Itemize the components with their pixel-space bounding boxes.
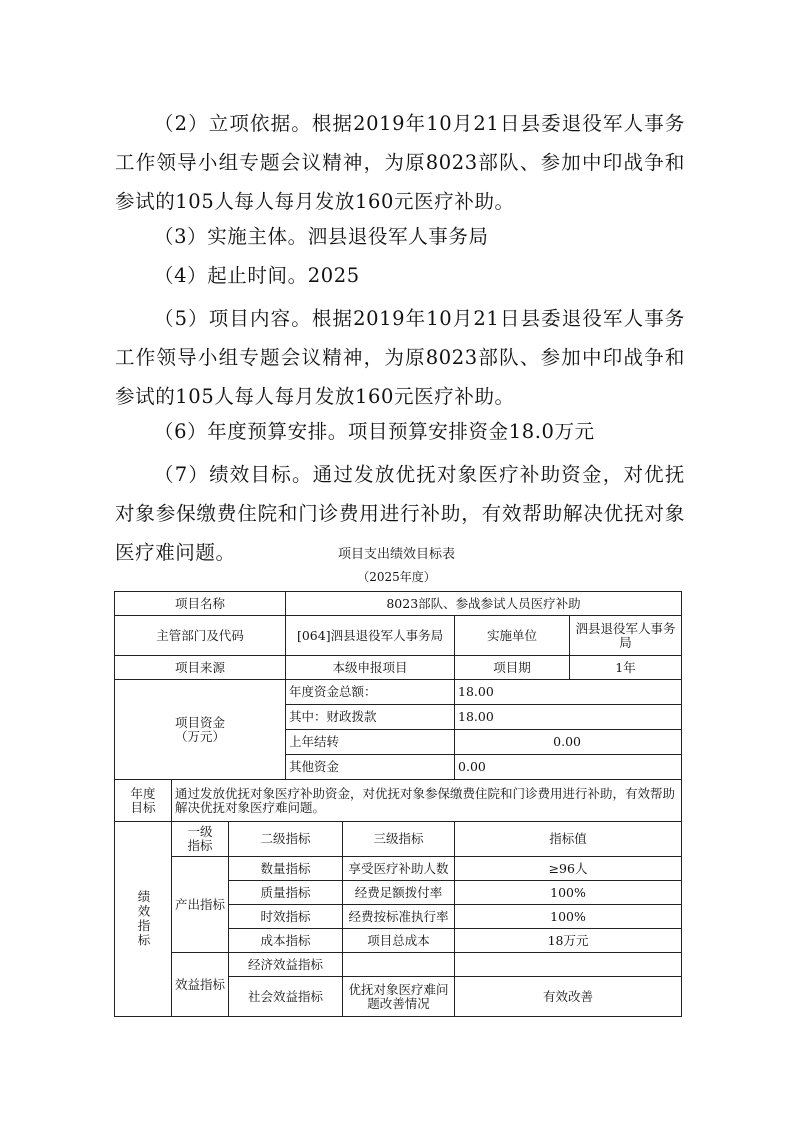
paragraph-budget: （6）年度预算安排。项目预算安排资金18.0万元 [154,420,595,443]
table-row: 时效指标 [229,905,343,929]
dept-label: 主管部门及代码 [115,616,286,656]
table-row: 经费足额拨付率 [343,881,455,905]
table-row: 享受医疗补助人数 [343,857,455,881]
annual-goal-text: 通过发放优抚对象医疗补助资金，对优抚对象参保缴费住院和门诊费用进行补助，有效帮助解决优抚对象医疗难问题。 [172,780,682,822]
paragraph-goal: （7）绩效目标。通过发放优抚对象医疗补助资金，对优抚对象参保缴费住院和门诊费用进行补助，有效帮助解决优抚对象医疗难问题。 [115,463,685,564]
level3-header: 三级指标 [343,822,455,857]
table-row: 质量指标 [229,881,343,905]
level2-header: 二级指标 [229,822,343,857]
period-label: 项目期 [455,656,570,680]
fund-other-label: 其他资金 [286,755,455,780]
table-row: 100% [455,881,682,905]
impl-label: 实施单位 [455,616,570,656]
annual-goal-label: 年度 目标 [115,780,172,822]
table-row: 社会效益指标 [229,977,343,1017]
table-row: 成本指标 [229,929,343,953]
paragraph-implementer: （3）实施主体。泗县退役军人事务局 [154,225,489,248]
table-row: 优抚对象医疗难问题改善情况 [343,977,455,1017]
project-name-value: 8023部队、参战参试人员医疗补助 [286,592,682,616]
fund-fiscal-label: 其中：财政拨款 [286,705,455,730]
table-title: 项目支出绩效目标表 [337,547,455,562]
table-row [455,953,682,977]
table-row: 100% [455,905,682,929]
fund-carryover-label: 上年结转 [286,730,455,755]
value-header: 指标值 [455,822,682,857]
dept-value: [064]泗县退役军人事务局 [286,616,455,656]
paragraph-period: （4）起止时间。2025 [154,264,360,287]
fund-total-label: 年度资金总额： [286,680,455,705]
benefit-indicator-label: 效益指标 [172,953,229,1017]
paragraph-basis: （2）立项依据。根据2019年10月21日县委退役军人事务工作领导小组专题会议精神，为原8023部队、参加中印战争和参试的105人每人每月发放160元医疗补助。 [115,112,685,213]
table-row: 经济效益指标 [229,953,343,977]
source-label: 项目来源 [115,656,286,680]
funds-label: 项目资金 （万元） [115,680,286,780]
impl-value: 泗县退役军人事务局 [570,616,682,656]
table-year: （2025年度） [357,570,436,584]
period-value: 1年 [570,656,682,680]
output-indicator-label: 产出指标 [172,857,229,953]
level1-header: 一级 指标 [172,822,229,857]
source-value: 本级申报项目 [286,656,455,680]
table-row: 数量指标 [229,857,343,881]
paragraph-content: （5）项目内容。根据2019年10月21日县委退役军人事务工作领导小组专题会议精神，为原8023部队、参加中印战争和参试的105人每人每月发放160元医疗补助。 [115,307,685,408]
table-row: ≥96人 [455,857,682,881]
fund-fiscal-value: 18.00 [455,705,682,730]
table-row [343,953,455,977]
table-row: 18万元 [455,929,682,953]
fund-other-value: 0.00 [455,755,682,780]
table-row: 项目总成本 [343,929,455,953]
table-row: 有效改善 [455,977,682,1017]
table-row: 经费按标准执行率 [343,905,455,929]
fund-carryover-value: 0.00 [455,730,682,755]
project-name-label: 项目名称 [115,592,286,616]
performance-table [114,591,682,1017]
perf-indicator-label: 绩效指标 [115,822,172,1017]
fund-total-value: 18.00 [455,680,682,705]
